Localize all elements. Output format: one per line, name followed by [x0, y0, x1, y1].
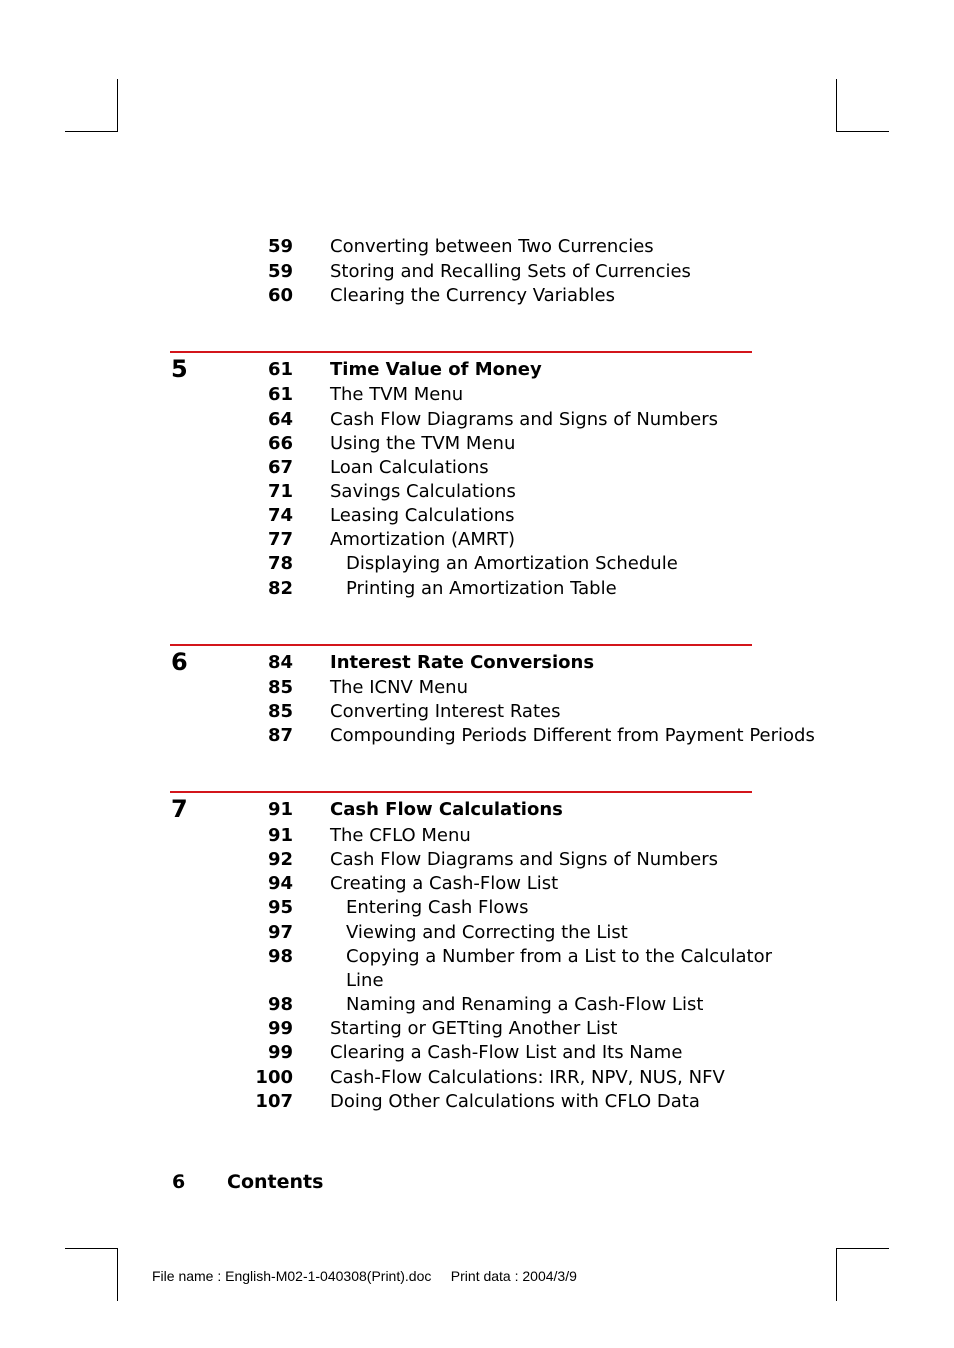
page-number: 61: [267, 359, 293, 380]
toc-entry: [240, 235, 780, 259]
chapter-number: 5: [171, 355, 188, 383]
page-number: 97: [267, 922, 293, 943]
crop-mark-bottom-right-horizontal: [836, 1248, 889, 1249]
entry-title: Displaying an Amortization Schedule: [346, 553, 678, 574]
toc-entry: [240, 676, 780, 700]
page-number: 98: [267, 994, 293, 1015]
page-number: 67: [267, 457, 293, 478]
entry-title: Cash Flow Diagrams and Signs of Numbers: [330, 409, 719, 430]
file-info: File name : English-M02-1-040308(Print).doc Print data : 2004/3/9: [152, 1268, 577, 1284]
entry-title: Clearing the Currency Variables: [330, 285, 615, 306]
entry-title: Converting between Two Currencies: [330, 236, 654, 257]
entry-title: Entering Cash Flows: [346, 897, 529, 918]
crop-mark-top-right-vertical: [836, 79, 837, 132]
entry-title: Starting or GETting Another List: [330, 1018, 618, 1039]
page-number: 74: [267, 505, 293, 526]
page-number: 94: [267, 873, 293, 894]
toc-entry: [240, 1017, 780, 1041]
footer-label: Contents: [227, 1171, 324, 1193]
page-number: 61: [267, 384, 293, 405]
entry-title: Converting Interest Rates: [330, 701, 561, 722]
toc-entry: [240, 383, 780, 407]
footer-page-number: 6: [172, 1171, 186, 1193]
entry-title: Cash Flow Diagrams and Signs of Numbers: [330, 849, 719, 870]
chapter-divider: [170, 351, 752, 353]
entry-title: Compounding Periods Different from Payment Periods: [330, 725, 815, 746]
page-number: 87: [267, 725, 293, 746]
toc-entry: [240, 1090, 780, 1114]
entry-title: Clearing a Cash-Flow List and Its Name: [330, 1042, 683, 1063]
toc-subentry: [240, 577, 780, 601]
page-number: 98: [267, 946, 293, 967]
entry-title: Doing Other Calculations with CFLO Data: [330, 1091, 700, 1112]
toc-entry: [240, 528, 780, 552]
page-number: 91: [267, 825, 293, 846]
page-number: 64: [267, 409, 293, 430]
toc-subentry: [240, 945, 780, 969]
entry-title: Savings Calculations: [330, 481, 516, 502]
crop-mark-top-left-vertical: [117, 79, 118, 132]
page-number: 82: [267, 578, 293, 599]
toc-subentry: [240, 896, 780, 920]
page-number: 85: [267, 701, 293, 722]
entry-title: The ICNV Menu: [330, 677, 468, 698]
toc-entry: [240, 260, 780, 284]
crop-mark-top-left-horizontal: [65, 131, 118, 132]
crop-mark-bottom-right-vertical: [836, 1248, 837, 1301]
toc-entry: [240, 824, 780, 848]
page-number: 95: [267, 897, 293, 918]
toc-entry: [240, 408, 780, 432]
page-number: 59: [267, 236, 293, 257]
toc-subentry: [240, 993, 780, 1017]
toc-entry: [240, 480, 780, 504]
toc-chapter-heading: [240, 651, 780, 675]
toc-entry: [240, 504, 780, 528]
crop-mark-bottom-left-vertical: [117, 1248, 118, 1301]
toc-entry: [240, 724, 815, 748]
page-number: 92: [267, 849, 293, 870]
entry-title: Line: [346, 970, 384, 991]
toc-subentry-continuation: [240, 969, 780, 993]
entry-title: Loan Calculations: [330, 457, 489, 478]
chapter-title: Time Value of Money: [330, 359, 542, 380]
page-number: 85: [267, 677, 293, 698]
entry-title: Amortization (AMRT): [330, 529, 516, 550]
page-number: 99: [267, 1018, 293, 1039]
entry-title: The CFLO Menu: [330, 825, 471, 846]
toc-entry: [240, 284, 780, 308]
toc-subentry: [240, 552, 780, 576]
entry-title: Printing an Amortization Table: [346, 578, 617, 599]
toc-entry: [240, 700, 780, 724]
chapter-title: Cash Flow Calculations: [330, 799, 563, 820]
crop-mark-bottom-left-horizontal: [65, 1248, 118, 1249]
page-number: 71: [267, 481, 293, 502]
toc-entry: [240, 1041, 780, 1065]
chapter-number: 6: [171, 648, 188, 676]
entry-title: Storing and Recalling Sets of Currencies: [330, 261, 691, 282]
toc-entry: [240, 872, 780, 896]
page-number: 107: [255, 1091, 293, 1112]
chapter-divider: [170, 791, 752, 793]
toc-subentry: [240, 921, 780, 945]
entry-title: The TVM Menu: [330, 384, 464, 405]
crop-mark-top-right-horizontal: [836, 131, 889, 132]
entry-title: Leasing Calculations: [330, 505, 515, 526]
page-number: 60: [267, 285, 293, 306]
entry-title: Cash-Flow Calculations: IRR, NPV, NUS, NFV: [330, 1067, 725, 1088]
entry-title: Creating a Cash-Flow List: [330, 873, 559, 894]
page-number: 99: [267, 1042, 293, 1063]
page-number: 77: [267, 529, 293, 550]
entry-title: Naming and Renaming a Cash-Flow List: [346, 994, 704, 1015]
toc-chapter-heading: [240, 798, 780, 822]
toc-chapter-heading: [240, 358, 780, 382]
entry-title: Copying a Number from a List to the Calculator: [346, 946, 773, 967]
entry-title: Viewing and Correcting the List: [346, 922, 628, 943]
page-number: 78: [267, 553, 293, 574]
page-number: 91: [267, 799, 293, 820]
chapter-number: 7: [171, 795, 188, 823]
entry-title: Using the TVM Menu: [330, 433, 516, 454]
toc-entry: [240, 1066, 780, 1090]
page-number: 59: [267, 261, 293, 282]
chapter-title: Interest Rate Conversions: [330, 652, 595, 673]
toc-entry: [240, 432, 780, 456]
toc-entry: [240, 848, 780, 872]
page-number: 100: [255, 1067, 293, 1088]
chapter-divider: [170, 644, 752, 646]
page-number: 66: [267, 433, 293, 454]
page-number: 84: [267, 652, 293, 673]
toc-entry: [240, 456, 780, 480]
